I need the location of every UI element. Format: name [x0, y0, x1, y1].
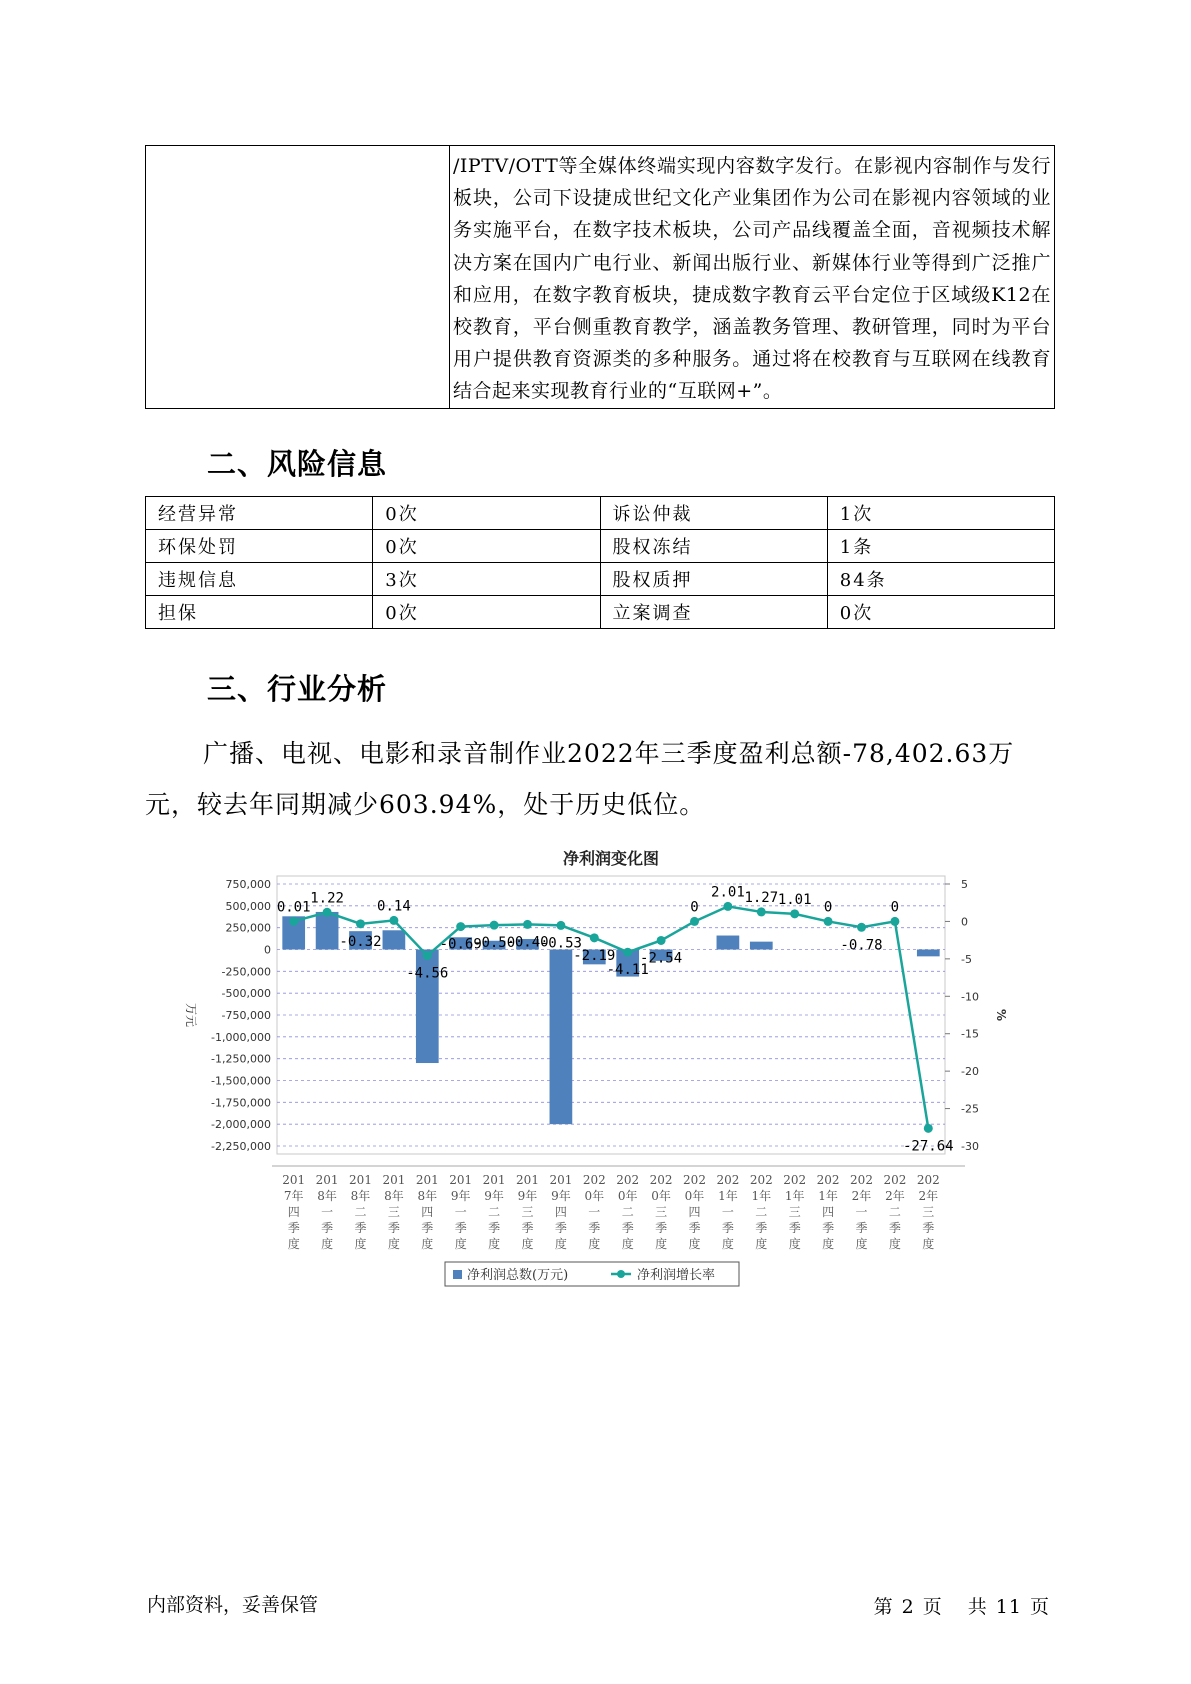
legend-line-label: 净利润增长率 [637, 1268, 716, 1283]
table-row [146, 596, 1055, 629]
y2-tick-label: -15 [961, 1027, 979, 1041]
x-tick-label: 季 [721, 1221, 734, 1235]
risk-value: 0次 [373, 530, 600, 563]
x-tick-label: 季 [488, 1221, 501, 1235]
x-tick-label: 201 [382, 1173, 406, 1187]
bar [316, 912, 339, 950]
y-tick-label: -500,000 [221, 987, 271, 1001]
x-tick-label: 1年 [751, 1189, 772, 1203]
risk-label: 股权冻结 [600, 530, 827, 563]
data-label: -0.50 [473, 935, 516, 952]
risk-value: 1条 [827, 530, 1054, 563]
x-tick-label: 季 [521, 1221, 534, 1235]
chart-svg [145, 840, 1055, 1310]
x-tick-label: 202 [916, 1173, 940, 1187]
data-label: -0.69 [439, 936, 482, 953]
x-tick-label: 9年 [484, 1189, 504, 1203]
x-tick-label: 三 [788, 1205, 801, 1219]
y2-tick-label: -25 [961, 1102, 979, 1116]
y-tick-label: -1,500,000 [211, 1074, 271, 1088]
x-tick-label: 季 [321, 1221, 334, 1235]
risk-label: 股权质押 [600, 563, 827, 596]
x-tick-label: 一 [588, 1205, 601, 1219]
x-tick-label: 8年 [384, 1189, 404, 1203]
x-tick-label: 度 [888, 1237, 901, 1251]
x-tick-label: 0年 [617, 1189, 638, 1203]
x-tick-label: 202 [749, 1173, 773, 1187]
x-tick-label: 季 [354, 1221, 367, 1235]
data-label: 0 [890, 899, 900, 916]
y-tick-label: 0 [264, 943, 271, 957]
x-tick-label: 三 [387, 1205, 400, 1219]
line-point [456, 922, 465, 931]
risk-value: 3次 [373, 563, 600, 596]
x-tick-label: 1年 [784, 1189, 805, 1203]
x-tick-label: 201 [415, 1173, 439, 1187]
y-tick-label: -750,000 [221, 1009, 271, 1022]
line-point [890, 917, 899, 926]
data-label: 0 [690, 899, 699, 916]
bar [383, 930, 406, 949]
x-tick-label: 8年 [417, 1189, 438, 1203]
y2-axis-label: % [994, 1008, 1008, 1022]
x-tick-label: 度 [788, 1237, 801, 1251]
x-tick-label: 二 [755, 1205, 768, 1219]
net-profit-chart [145, 840, 1055, 1310]
x-tick-label: 202 [850, 1173, 873, 1187]
x-tick-label: 1年 [818, 1189, 838, 1203]
line-point [523, 920, 532, 929]
intro-label-cell [146, 146, 450, 409]
line-point [690, 917, 699, 926]
data-label: -2.19 [573, 947, 616, 964]
x-tick-label: 度 [354, 1237, 367, 1251]
bar [917, 950, 940, 957]
x-tick-label: 季 [588, 1221, 601, 1235]
x-tick-label: 度 [822, 1237, 835, 1251]
x-tick-label: 0年 [584, 1189, 605, 1203]
line-point [490, 921, 499, 930]
risk-label: 立案调查 [600, 596, 827, 629]
y2-tick-label: -10 [961, 990, 979, 1004]
table-row [146, 530, 1055, 563]
y2-tick-label: -5 [961, 952, 972, 966]
x-tick-label: 202 [783, 1173, 807, 1187]
y-axis-label: 万元 [184, 1002, 198, 1028]
x-tick-label: 2年 [885, 1189, 905, 1203]
x-tick-label: 度 [554, 1237, 567, 1251]
x-tick-label: 201 [315, 1173, 339, 1187]
line-point [356, 919, 365, 928]
total-prefix: 共 [967, 1596, 988, 1618]
line-point [623, 948, 632, 957]
x-tick-label: 201 [449, 1173, 473, 1187]
table-row [146, 497, 1055, 530]
x-tick-label: 201 [349, 1173, 372, 1187]
x-tick-label: 0年 [651, 1189, 671, 1203]
risk-table [145, 496, 1055, 629]
x-tick-label: 四 [688, 1205, 701, 1219]
data-label: 0.14 [377, 898, 411, 915]
risk-value: 84条 [827, 563, 1054, 596]
data-label: -0.53 [539, 935, 582, 952]
bar [717, 936, 740, 950]
table-row [146, 563, 1055, 596]
x-tick-label: 四 [822, 1205, 835, 1219]
footer-note: 内部资料，妥善保管 [147, 1594, 319, 1616]
x-tick-label: 三 [521, 1205, 534, 1219]
x-tick-label: 季 [688, 1221, 701, 1235]
x-tick-label: 度 [454, 1237, 467, 1251]
risk-label: 担保 [146, 596, 373, 629]
chart-title: 净利润变化图 [562, 849, 660, 868]
x-tick-label: 8年 [350, 1189, 371, 1203]
x-tick-label: 度 [855, 1237, 868, 1251]
x-tick-label: 一 [454, 1205, 467, 1219]
y-tick-label: -1,000,000 [211, 1030, 271, 1044]
x-tick-label: 季 [755, 1221, 768, 1235]
x-tick-label: 度 [521, 1237, 534, 1251]
line-point [323, 908, 332, 917]
y-tick-label: 500,000 [225, 899, 271, 913]
data-label: -2.54 [640, 950, 683, 967]
industry-heading: 三、行业分析 [207, 672, 388, 706]
x-tick-label: 度 [721, 1237, 734, 1251]
y-tick-label: -250,000 [221, 965, 271, 979]
line-point [790, 909, 799, 918]
x-tick-label: 9年 [450, 1189, 471, 1203]
line-point [289, 917, 298, 926]
x-tick-label: 202 [616, 1173, 640, 1187]
x-tick-label: 季 [888, 1221, 901, 1235]
x-tick-label: 四 [554, 1205, 567, 1219]
x-tick-label: 季 [788, 1221, 801, 1235]
y2-tick-label: -30 [961, 1140, 979, 1153]
y2-tick-label: 0 [961, 915, 968, 929]
x-tick-label: 202 [716, 1173, 740, 1187]
page-word: 页 [922, 1596, 943, 1618]
bar [750, 942, 773, 950]
plot-frame [277, 876, 945, 1154]
total-word: 页 [1029, 1596, 1050, 1618]
x-tick-label: 202 [649, 1173, 673, 1187]
x-tick-label: 0年 [684, 1189, 705, 1203]
data-label: 1.22 [310, 890, 344, 907]
x-tick-label: 季 [922, 1221, 935, 1235]
data-label: -4.11 [606, 962, 649, 979]
risk-value: 0次 [373, 497, 600, 530]
bar [550, 950, 573, 1125]
legend-bar-swatch [453, 1270, 462, 1279]
x-tick-label: 季 [621, 1221, 634, 1235]
x-tick-label: 度 [421, 1237, 434, 1251]
risk-label: 诉讼仲裁 [600, 497, 827, 530]
industry-paragraph: 广播、电视、电影和录音制作业2022年三季度盈利总额-78,402.63万元，较去年同期减少603.94%，处于历史低位。 [145, 739, 1015, 819]
line-point [556, 921, 565, 930]
line-point [924, 1124, 933, 1133]
risk-value: 0次 [373, 596, 600, 629]
x-tick-label: 202 [582, 1173, 606, 1187]
legend-bar-label: 净利润总数(万元) [467, 1268, 569, 1283]
page-prefix: 第 [873, 1596, 894, 1618]
x-tick-label: 1年 [718, 1189, 738, 1203]
x-tick-label: 度 [287, 1237, 300, 1251]
x-tick-label: 度 [387, 1237, 400, 1251]
x-tick-label: 四 [287, 1205, 300, 1219]
line-point [389, 916, 398, 925]
data-label: -4.56 [406, 965, 449, 982]
x-tick-label: 二 [888, 1205, 901, 1219]
data-label: 0.01 [276, 899, 311, 916]
line-point [657, 936, 666, 945]
x-tick-label: 二 [354, 1205, 367, 1219]
company-intro-table [145, 145, 1055, 409]
page-number [870, 1592, 1054, 1619]
y2-tick-label: 5 [961, 878, 968, 891]
x-tick-label: 一 [721, 1205, 734, 1219]
line-point [423, 951, 432, 960]
y-tick-label: -1,750,000 [211, 1096, 271, 1110]
line-point [757, 907, 766, 916]
y2-tick-label: -20 [961, 1065, 979, 1079]
risk-label: 经营异常 [146, 497, 373, 530]
x-tick-label: 度 [922, 1237, 935, 1251]
x-tick-label: 202 [883, 1173, 907, 1187]
x-tick-label: 9年 [551, 1189, 571, 1203]
y-tick-label: 750,000 [225, 878, 271, 891]
x-tick-label: 三 [922, 1205, 935, 1219]
data-label: 2.01 [711, 884, 745, 901]
x-tick-label: 二 [488, 1205, 501, 1219]
x-tick-label: 季 [855, 1221, 868, 1235]
x-tick-label: 201 [482, 1173, 506, 1187]
line-point [857, 923, 866, 932]
data-label: -0.78 [840, 937, 883, 954]
x-tick-label: 202 [683, 1173, 706, 1187]
total-no: 11 [995, 1596, 1022, 1618]
x-tick-label: 202 [816, 1173, 840, 1187]
x-tick-label: 7年 [283, 1189, 304, 1203]
x-tick-label: 度 [655, 1237, 668, 1251]
risk-heading: 二、风险信息 [207, 447, 388, 481]
x-tick-label: 201 [549, 1173, 573, 1187]
risk-value: 1次 [827, 497, 1054, 530]
x-tick-label: 二 [621, 1205, 634, 1219]
y-tick-label: -2,250,000 [211, 1140, 271, 1153]
x-tick-label: 度 [621, 1237, 634, 1251]
x-tick-label: 度 [588, 1237, 601, 1251]
x-tick-label: 201 [516, 1173, 539, 1187]
x-tick-label: 季 [554, 1221, 567, 1235]
x-tick-label: 季 [421, 1221, 434, 1235]
legend-line-marker [617, 1270, 625, 1278]
x-tick-label: 9年 [517, 1189, 538, 1203]
line-point [824, 917, 833, 926]
x-tick-label: 2年 [851, 1189, 872, 1203]
data-label: 1.01 [777, 891, 812, 908]
data-label: -27.64 [903, 1138, 954, 1155]
y-tick-label: -1,250,000 [211, 1052, 271, 1066]
risk-value: 0次 [827, 596, 1054, 629]
intro-text: /IPTV/OTT等全媒体终端实现内容数字发行。在影视内容制作与发行板块，公司下设捷成世纪文化产业集团作为公司在影视内容领域的业务实施平台，在数字技术板块，公司产品线覆盖全面，音视频技术解决方案在国内广电行业、新闻出版行业、新媒体行业等得到广泛推广和应用，在数字教育板块，捷成数字教育云平台定位于区域级K12在校教育，平台侧重教育教学，涵盖教务管理、教研管理，同时为平台用户提供教育资源类的多种服务。通过将在校教育与互联网在线教育结合起来实现教育行业的“互联网+”。 [450, 146, 1055, 409]
x-tick-label: 度 [321, 1237, 334, 1251]
risk-label: 环保处罚 [146, 530, 373, 563]
x-tick-label: 四 [421, 1205, 434, 1219]
x-tick-label: 季 [822, 1221, 835, 1235]
x-tick-label: 度 [688, 1237, 701, 1251]
x-tick-label: 三 [655, 1205, 668, 1219]
y-tick-label: -2,000,000 [211, 1118, 271, 1132]
x-tick-label: 一 [321, 1205, 334, 1219]
x-tick-label: 度 [488, 1237, 501, 1251]
line-point [723, 902, 732, 911]
y-tick-label: 250,000 [225, 921, 271, 935]
x-tick-label: 季 [387, 1221, 400, 1235]
page-no: 2 [901, 1596, 915, 1618]
data-label: 1.27 [744, 889, 779, 906]
x-tick-label: 一 [855, 1205, 868, 1219]
data-label: -0.40 [506, 934, 549, 951]
x-tick-label: 季 [287, 1221, 300, 1235]
data-label: -0.32 [339, 933, 382, 950]
risk-label: 违规信息 [146, 563, 373, 596]
data-label: 0 [823, 899, 833, 916]
x-tick-label: 2年 [918, 1189, 939, 1203]
x-tick-label: 201 [282, 1173, 306, 1187]
x-tick-label: 季 [655, 1221, 668, 1235]
x-tick-label: 8年 [317, 1189, 337, 1203]
line-point [590, 933, 599, 942]
x-tick-label: 度 [755, 1237, 768, 1251]
x-tick-label: 季 [454, 1221, 467, 1235]
